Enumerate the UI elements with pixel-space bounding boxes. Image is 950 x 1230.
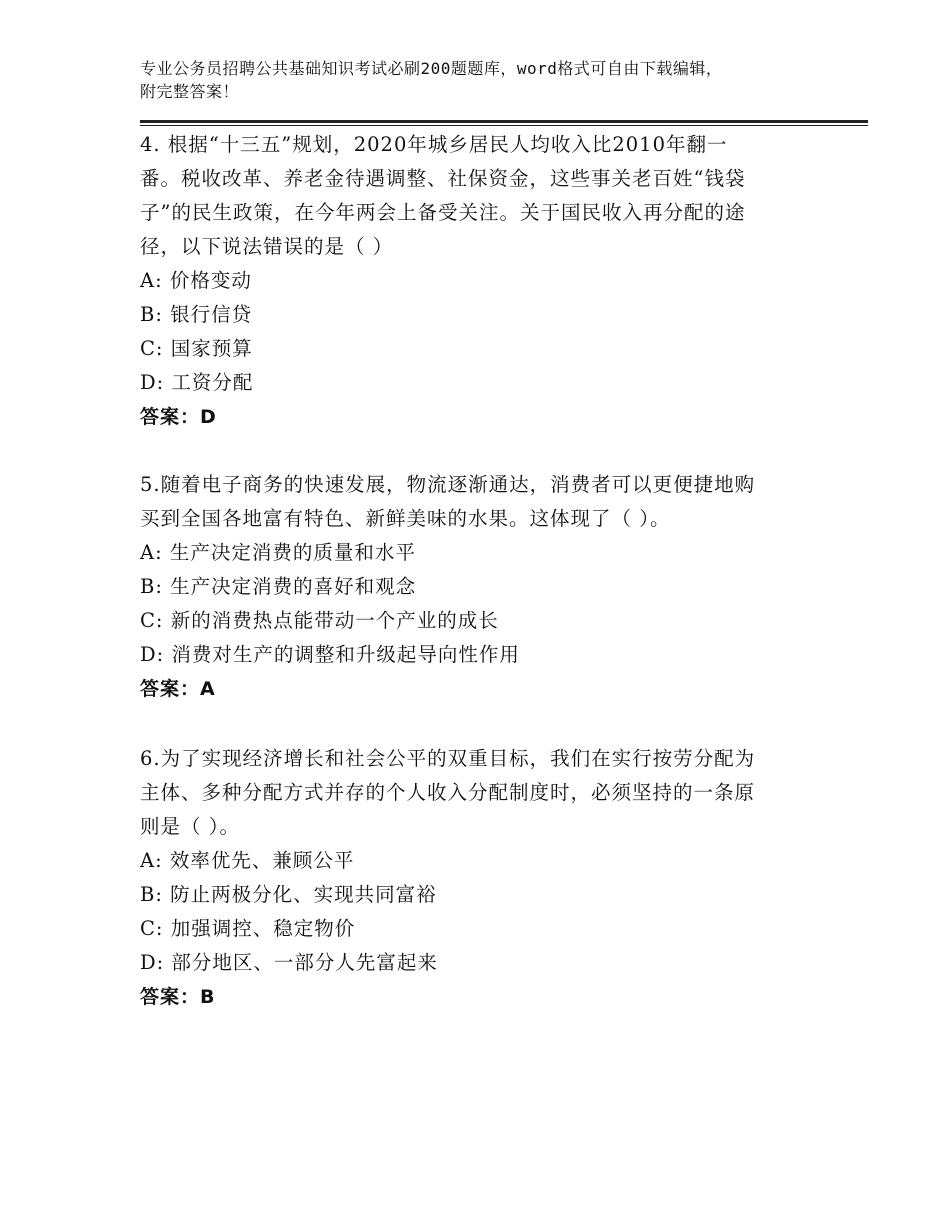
question-6-answer: 答案：B [140,986,216,1008]
header-line-1: 专业公务员招聘公共基础知识考试必刷200题题库，word格式可自由下载编辑， [140,59,723,78]
question-4 [140,128,800,434]
question-4-stem-line-4: 径，以下说法错误的是（ ） [140,235,394,258]
question-4-option-b: B: 银行信贷 [140,303,253,326]
question-4-stem-line-3: 子”的民生政策，在今年两会上备受关注。关于国民收入再分配的途 [140,201,746,224]
question-5-option-b: B: 生产决定消费的喜好和观念 [140,575,417,598]
header-rule-thick [140,120,868,123]
header-line-2: 附完整答案！ [140,82,240,101]
header-rule-thin [140,125,868,126]
question-6-option-c: C: 加强调控、稳定物价 [140,917,356,940]
question-6-option-b: B: 防止两极分化、实现共同富裕 [140,883,437,906]
question-5-answer: 答案：A [140,678,216,700]
question-5-stem-line-1: 5.随着电子商务的快速发展，物流逐渐通达，消费者可以更便捷地购 [140,473,756,496]
question-6-stem-line-1: 6.为了实现经济增长和社会公平的双重目标，我们在实行按劳分配为 [140,747,756,770]
question-5-option-a: A: 生产决定消费的质量和水平 [140,541,416,564]
question-6-stem-line-2: 主体、多种分配方式并存的个人收入分配制度时，必须坚持的一条原 [140,781,756,804]
question-4-stem-line-1: 4. 根据“十三五”规划，2020年城乡居民人均收入比2010年翻一 [140,133,728,156]
question-6 [140,742,800,1014]
question-5-option-c: C: 新的消费热点能带动一个产业的成长 [140,609,499,632]
question-5-option-d: D: 消费对生产的调整和升级起导向性作用 [140,643,520,666]
document-header [140,57,820,103]
question-4-stem-line-2: 番。税收改革、养老金待遇调整、社保资金，这些事关老百姓“钱袋 [140,167,746,190]
question-6-stem-line-3: 则是（ ）。 [140,815,240,838]
question-4-option-c: C: 国家预算 [140,337,253,360]
question-4-option-d: D: 工资分配 [140,371,254,394]
question-6-option-a: A: 效率优先、兼顾公平 [140,849,355,872]
question-4-option-a: A: 价格变动 [140,269,252,292]
question-5-stem-line-2: 买到全国各地富有特色、新鲜美味的水果。这体现了（ ）。 [140,507,671,530]
question-6-option-d: D: 部分地区、一部分人先富起来 [140,951,438,974]
question-4-answer: 答案：D [140,406,217,428]
question-5 [140,468,800,706]
